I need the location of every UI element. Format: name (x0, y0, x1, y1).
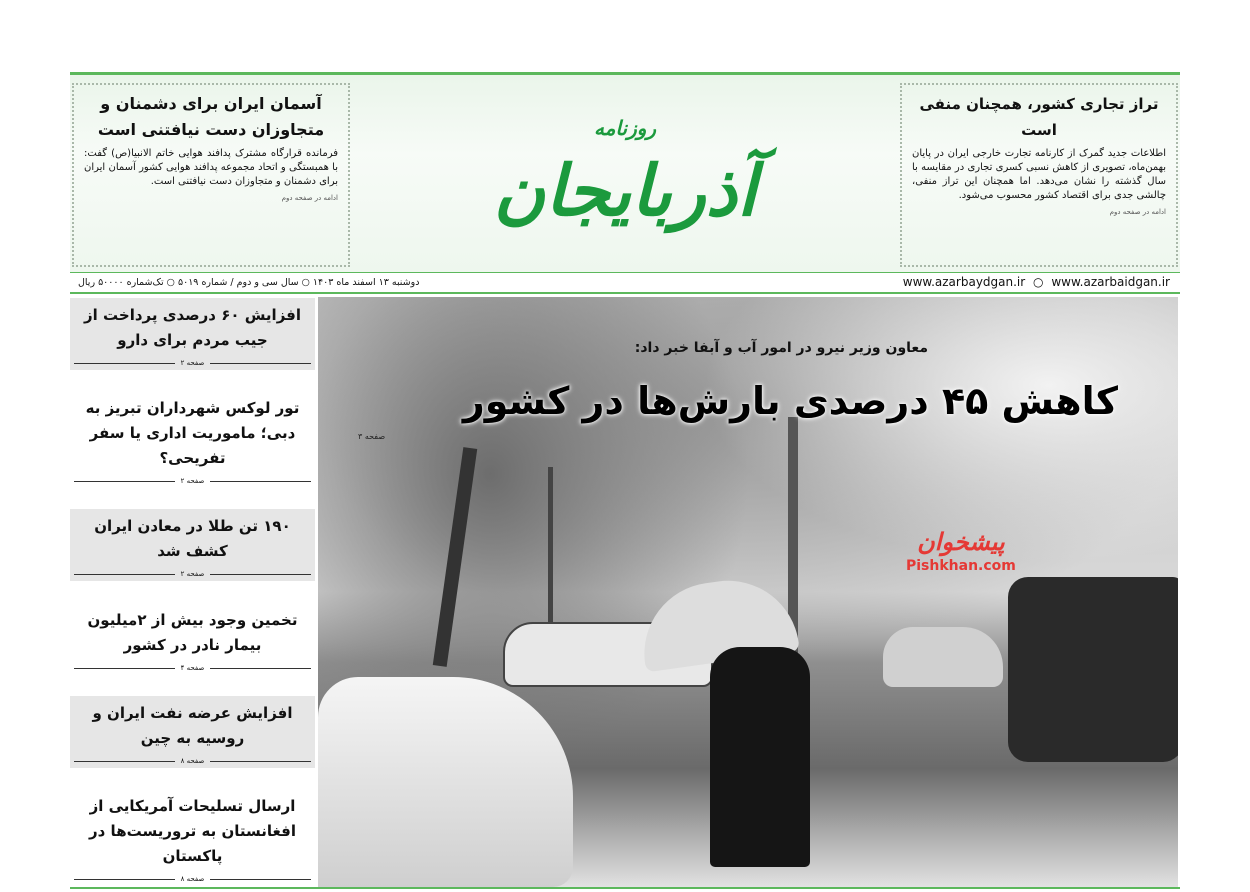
right-teaser-continued: ادامه در صفحه دوم (1109, 208, 1166, 216)
left-teaser-body: فرمانده قرارگاه مشترک پدافند هوایی خاتم الانبیا(ص) گفت: با همبستگی و اتحاد مجموعه پدافند هوایی کشور آسمان ایران برای دشمنان و متجاوزان دست نیافتنی است. (84, 148, 338, 187)
page-ref: صفحه ۲ (70, 567, 315, 581)
lead-kicker: معاون وزیر نیرو در امور آب و آبفا خبر داد: (634, 340, 928, 356)
sidebar-headline: افزایش ۶۰ درصدی پرداخت از جیب مردم برای دارو (84, 306, 301, 349)
websites: www.azarbaydgan.ir ○ www.azarbaidgan.ir (902, 275, 1170, 289)
sidebar-item[interactable] (70, 696, 315, 768)
lead-photo-snow-street (318, 297, 1178, 887)
newspaper-front-page (70, 72, 1180, 887)
sidebar-headline: افزایش عرضه نفت ایران و روسیه به چین (92, 703, 293, 747)
left-teaser-continued: ادامه در صفحه دوم (281, 194, 338, 202)
sidebar-headlines (70, 298, 315, 886)
page-ref: صفحه ۲ (70, 474, 315, 488)
issue-date: دوشنبه ۱۳ اسفند ماه ۱۴۰۳ ○ سال سی و دوم / شماره ۵۰۱۹ ○ تک‌شماره ۵۰۰۰۰ ریال (78, 277, 420, 288)
sidebar-headline: تور لوکس شهرداران تبریز به دبی؛ ماموریت اداری یا سفر تفریحی؟ (85, 399, 300, 468)
left-teaser-box (72, 83, 350, 267)
lead-page-ref: صفحه ۳ (358, 432, 386, 441)
right-teaser-headline[interactable]: تراز تجاری کشور، همچنان منفی است (919, 95, 1159, 139)
newspaper-logo (370, 85, 880, 270)
lamp-post (548, 467, 553, 647)
page-ref: صفحه ۸ (70, 754, 315, 768)
website-link[interactable]: www.azarbaydgan.ir (902, 275, 1026, 289)
right-teaser-body: اطلاعات جدید گمرک از کارنامه تجارت خارجی ایران در پایان بهمن‌ماه، تصویری از کاهش نسبی کسری تجاری در مقایسه با سال گذشته را نشان می‌دهد. اما همچنان این تراز منفی، چالشی جدی برای اقتصاد کشور محسوب می‌شود. (912, 148, 1166, 201)
masthead (70, 72, 1180, 272)
sidebar-item[interactable] (70, 789, 315, 886)
dateline (70, 272, 1180, 294)
pedestrian (710, 647, 810, 867)
page-ref: صفحه ۲ (70, 356, 315, 370)
pishkhan-watermark (906, 527, 1016, 575)
lead-story (358, 337, 1118, 443)
logo-prefix: روزنامه (593, 115, 657, 140)
logo-title: آذربایجان (493, 148, 757, 232)
left-teaser-headline[interactable]: آسمان ایران برای دشمنان و متجاوزان دست نیافتنی است (97, 94, 325, 139)
sidebar-headline: ۱۹۰ تن طلا در معادن ایران کشف شد (94, 517, 291, 561)
bottom-rule (70, 887, 1180, 889)
right-teaser-box (900, 83, 1178, 267)
watermark-fa: پیشخوان (917, 528, 1005, 556)
tree-trunk (433, 447, 477, 667)
white-car (318, 677, 573, 887)
sidebar-headline: ارسال تسلیحات آمریکایی از افغانستان به تروریست‌ها در پاکستان (89, 796, 296, 865)
page-ref: صفحه ۴ (70, 661, 315, 675)
sidebar-item[interactable] (70, 509, 315, 581)
page-ref: صفحه ۸ (70, 872, 315, 886)
dark-suv (1008, 577, 1178, 762)
website-link[interactable]: www.azarbaidgan.ir (1051, 275, 1170, 289)
lead-headline[interactable]: کاهش ۴۵ درصدی بارش‌ها در کشور (462, 379, 1118, 423)
sidebar-item[interactable] (70, 603, 315, 675)
sidebar-item[interactable] (70, 298, 315, 370)
sidebar-headline: تخمین وجود بیش از ۲میلیون بیمار نادر در کشور (87, 610, 298, 654)
distant-car (883, 627, 1003, 687)
watermark-en: Pishkhan.com (906, 558, 1016, 574)
sidebar-item[interactable] (70, 391, 315, 488)
